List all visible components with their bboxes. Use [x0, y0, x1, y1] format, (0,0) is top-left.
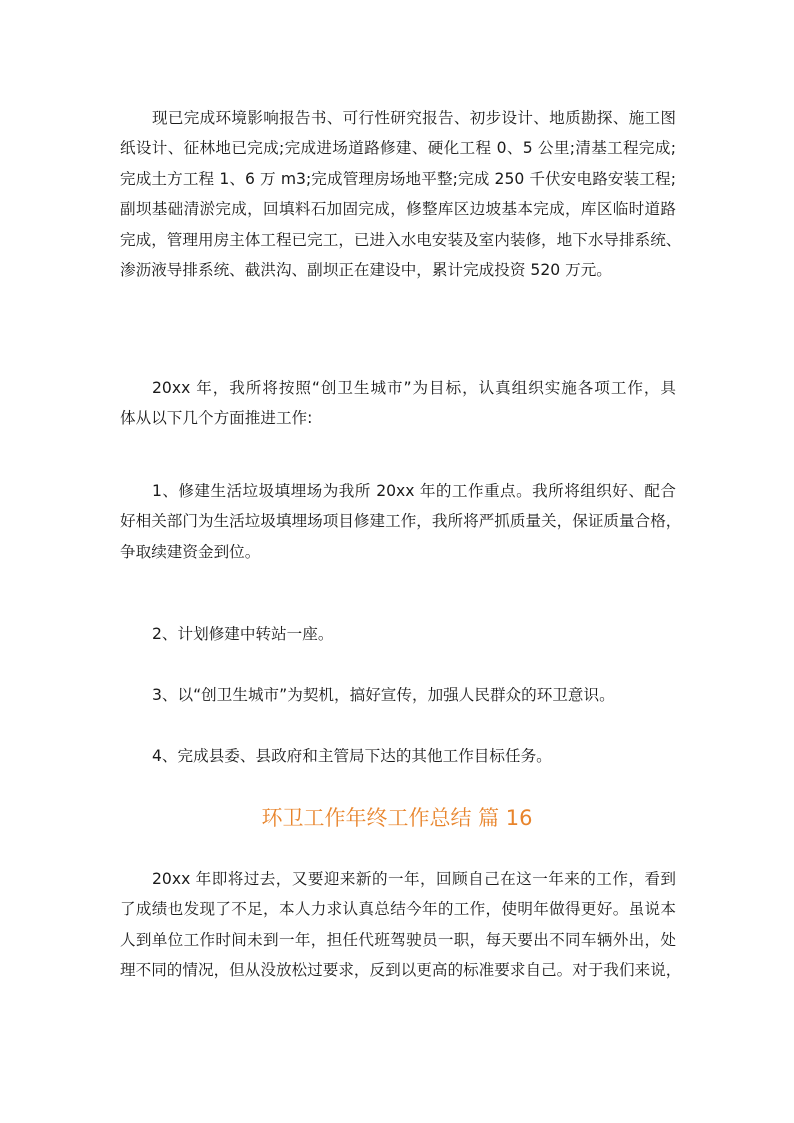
text-line: 完成土方工程 1、6 万 m3;完成管理房场地平整;完成 250 千伏安电路安装工程;	[120, 169, 676, 188]
list-item-4	[120, 741, 676, 771]
list-item-3	[120, 680, 676, 710]
text-line: 体从以下几个方面推进工作:	[120, 409, 313, 428]
paragraph-progress	[120, 103, 682, 285]
text-line: 渗沥液导排系统、截洪沟、副坝正在建设中，累计完成投资 520 万元。	[120, 260, 612, 279]
text-line: 好相关部门为生活垃圾填埋场项目修建工作，我所将严抓质量关，保证质量合格，	[120, 512, 682, 531]
text-line: 20xx 年即将过去，又要迎来新的一年，回顾自己在这一年来的工作，看到	[152, 870, 676, 888]
section-heading: 环卫工作年终工作总结 篇 16	[261, 806, 533, 830]
text-line: 纸设计、征林地已完成;完成进场道路修建、硬化工程 0、5 公里;清基工程完成;	[120, 139, 676, 158]
text-line: 4、完成县委、县政府和主管局下达的其他工作目标任务。	[152, 747, 552, 765]
text-line: 2、计划修建中转站一座。	[152, 625, 334, 643]
text-line: 完成，管理用房主体工程已完工，已进入水电安装及室内装修，地下水导排系统、	[120, 230, 682, 249]
text-line: 3、以“创卫生城市”为契机，搞好宣传，加强人民群众的环卫意识。	[152, 686, 615, 704]
paragraph-plan-intro	[120, 373, 676, 434]
text-line: 1、修建生活垃圾填埋场为我所 20xx 年的工作重点。我所将组织好、配合	[152, 482, 676, 500]
text-line: 20xx 年，我所将按照“创卫生城市”为目标，认真组织实施各项工作，具	[152, 379, 676, 397]
text-line: 争取续建资金到位。	[120, 542, 261, 561]
list-item-1	[120, 476, 682, 567]
list-item-2	[120, 619, 676, 649]
text-line: 现已完成环境影响报告书、可行性研究报告、初步设计、地质勘探、施工图	[152, 109, 676, 127]
paragraph-year-summary	[120, 864, 682, 986]
text-line: 人到单位工作时间未到一年，担任代班驾驶员一职，每天要出不同车辆外出，处	[120, 930, 676, 949]
text-line: 副坝基础清淤完成，回填料石加固完成，修整库区边坡基本完成，库区临时道路	[120, 200, 676, 219]
text-line: 理不同的情况，但从没放松过要求，反到以更高的标准要求自己。对于我们来说，	[120, 961, 682, 980]
text-line: 了成绩也发现了不足，本人力求认真总结今年的工作，使明年做得更好。虽说本	[120, 900, 676, 919]
